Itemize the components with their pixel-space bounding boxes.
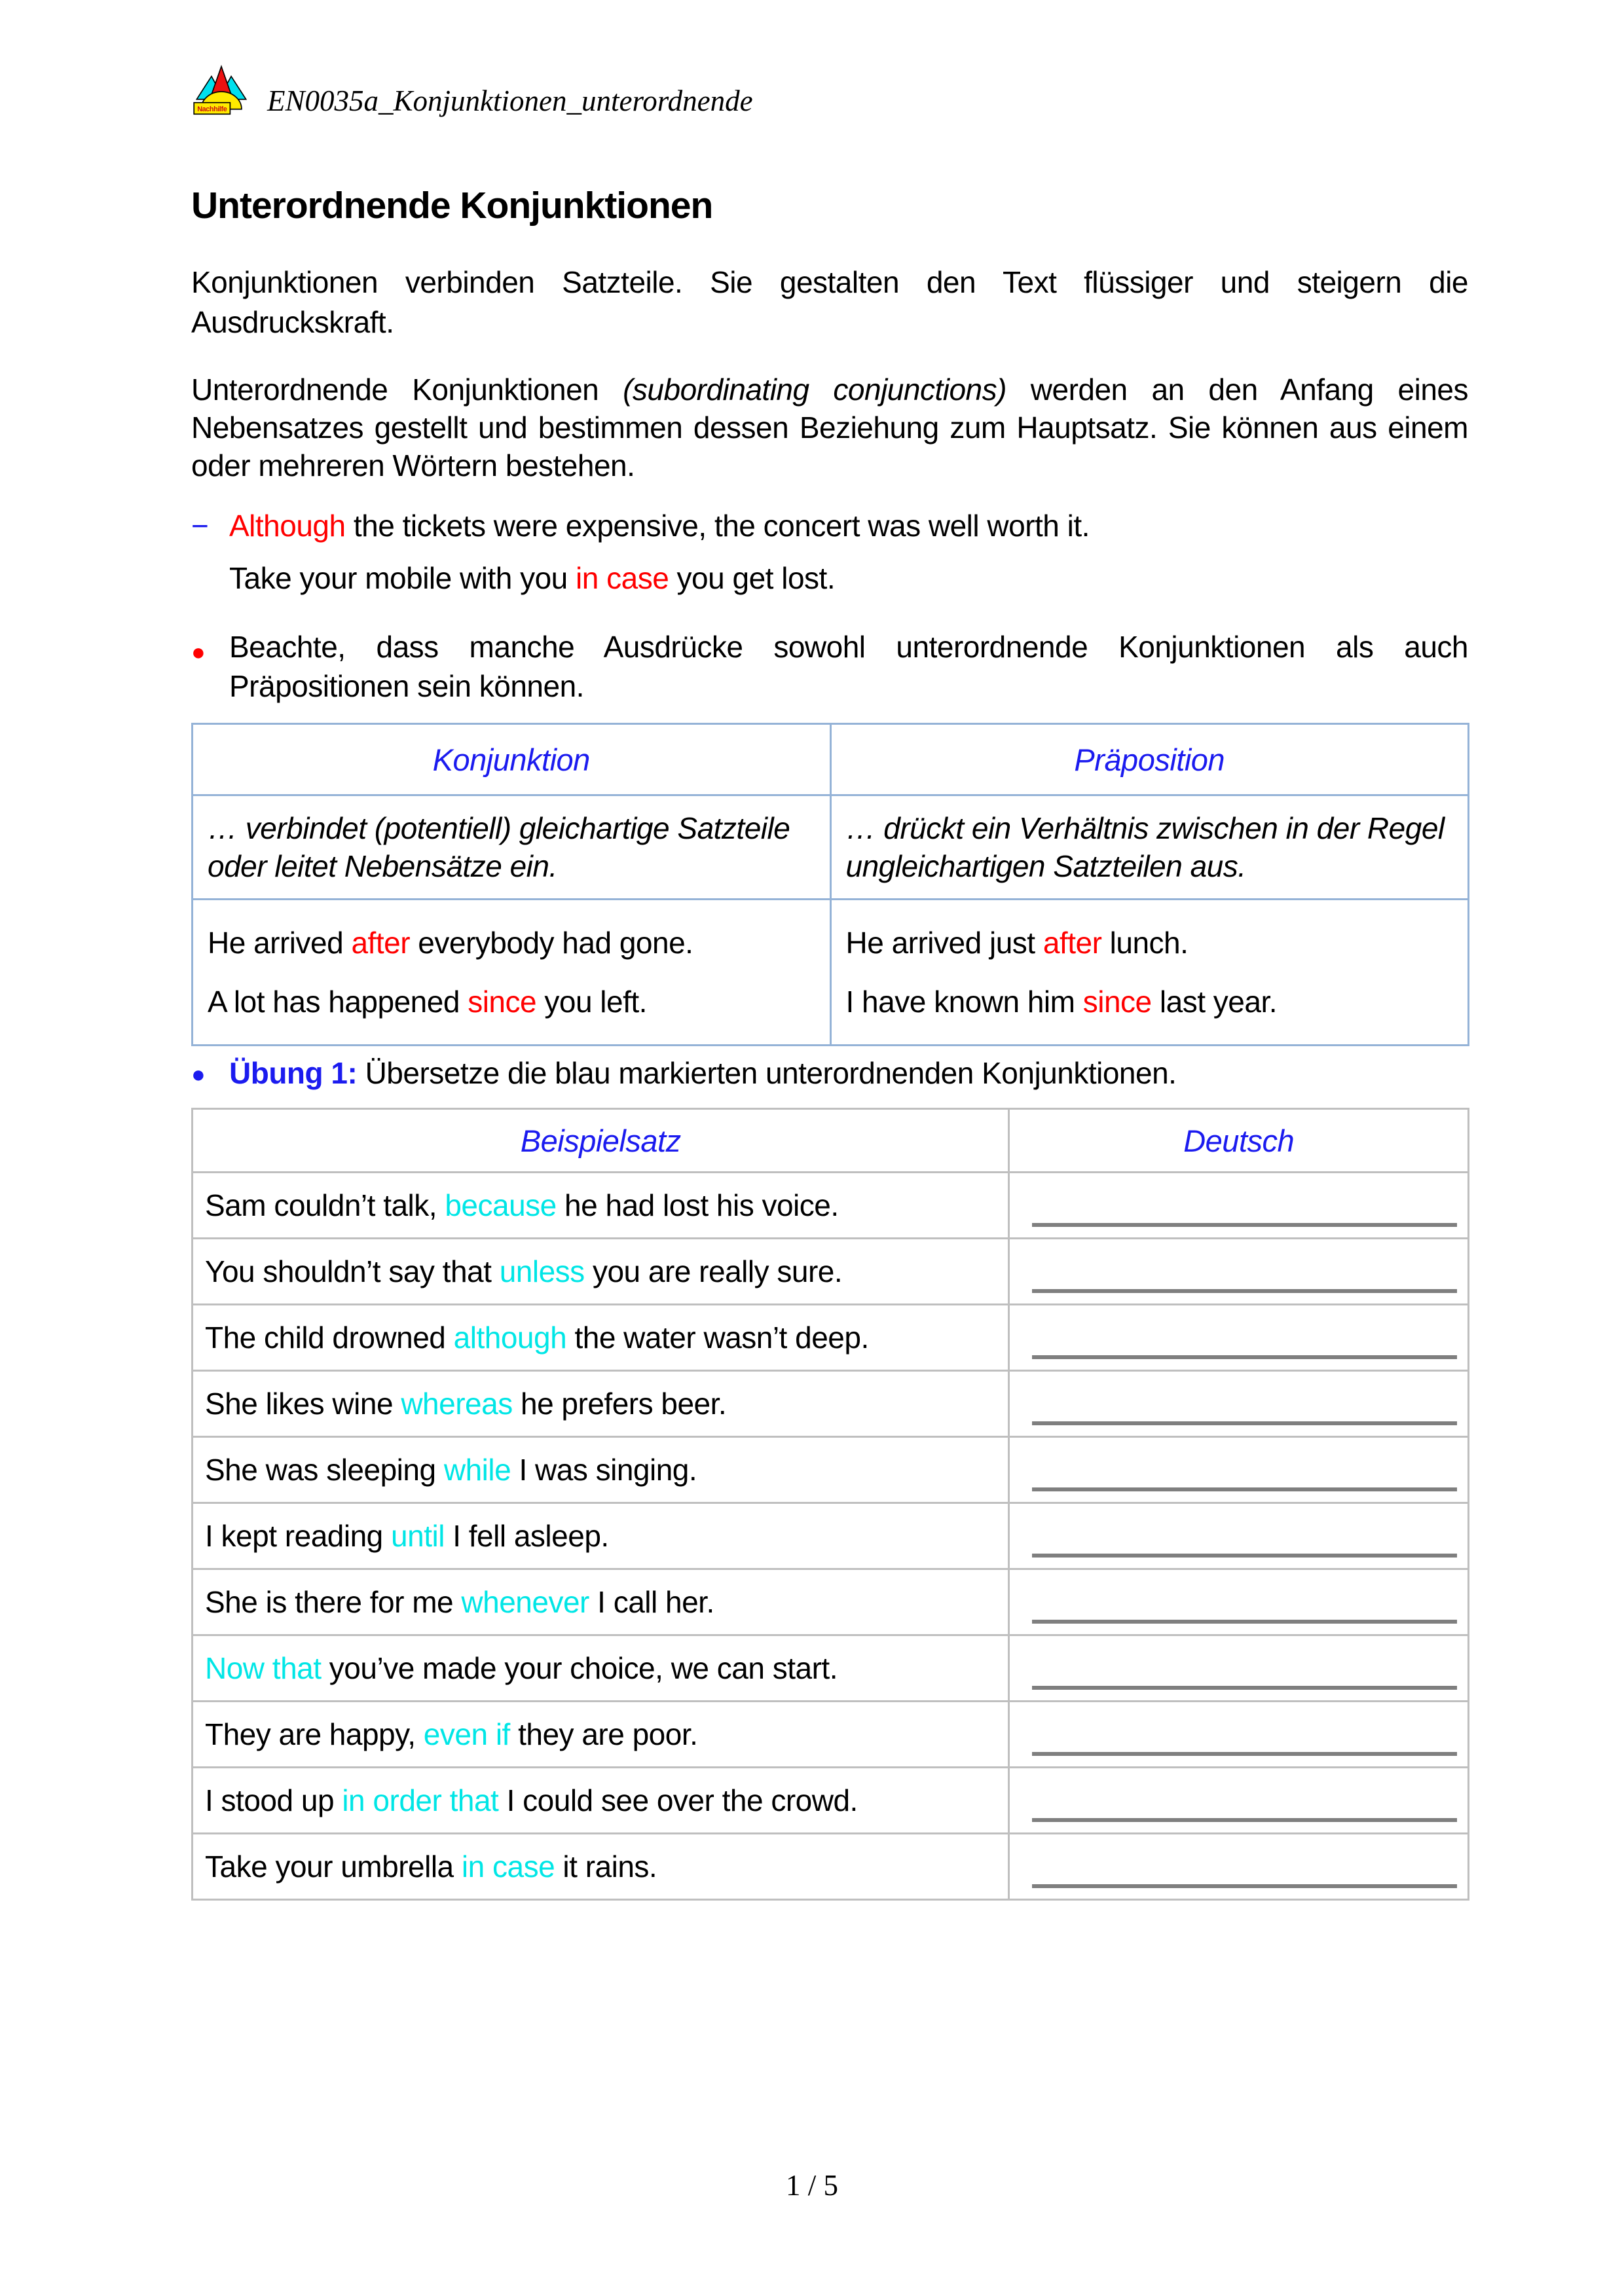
exercise-row (193, 1834, 1469, 1900)
note-text: Beachte, dass manche Ausdrücke sowohl unterordnende Konjunktionen als auch Präpositionen sein können. (229, 630, 1468, 703)
example-item-in-case: Take your mobile with you in case you get lost. (229, 561, 836, 595)
example-sentence: He arrived after everybody had gone. (208, 926, 693, 960)
example-sentence-cell: They are happy, even if they are poor. (193, 1702, 1009, 1768)
example-sentence: Although the tickets were expensive, the concert was well worth it. (229, 509, 1090, 543)
example-sentence-cell: She is there for me whenever I call her. (193, 1569, 1009, 1635)
document-code: EN0035a_Konjunktionen_unterordnende (267, 84, 753, 117)
answer-blank-line (1032, 1884, 1457, 1888)
exercise-instruction: Übersetze die blau markierten unterordnenden Konjunktionen. (357, 1056, 1177, 1090)
example-sentence-cell: The child drowned although the water wasn’t deep. (193, 1305, 1009, 1371)
exercise-row (193, 1503, 1469, 1569)
exercise-heading-text (229, 1055, 1176, 1091)
example-sentence-cell: She was sleeping while I was singing. (193, 1437, 1009, 1503)
answer-cell (1009, 1437, 1469, 1503)
example-sentence-cell: You shouldn’t say that unless you are really sure. (193, 1239, 1009, 1305)
exercise-heading (191, 1055, 1468, 1091)
table1-header-row (193, 724, 1469, 795)
answer-blank-line (1032, 1620, 1457, 1624)
exercise-header-deutsch: Deutsch (1009, 1109, 1469, 1173)
dash-bullet: − (191, 509, 209, 543)
example-item-although (191, 508, 1468, 543)
note-item (191, 627, 1468, 706)
answer-cell (1009, 1371, 1469, 1437)
exercise-row (193, 1569, 1469, 1635)
table1-header-praeposition: Präposition (830, 724, 1469, 795)
exercise-row (193, 1173, 1469, 1239)
exercise-label: Übung 1: (229, 1056, 358, 1090)
table1-description-row (193, 795, 1469, 900)
exercise-row (193, 1635, 1469, 1702)
example-sentence: I have known him since last year. (845, 985, 1278, 1019)
example-sentence-cell: She likes wine whereas he prefers beer. (193, 1371, 1009, 1437)
page-header (191, 64, 753, 119)
example-sentence-cell: Sam couldn’t talk, because he had lost his voice. (193, 1173, 1009, 1239)
answer-blank-line (1032, 1223, 1457, 1227)
exercise-row (193, 1437, 1469, 1503)
exercise-row (193, 1239, 1469, 1305)
exercise-header-row (193, 1109, 1469, 1173)
answer-cell (1009, 1768, 1469, 1834)
example-sentence-cell: I stood up in order that I could see over the crowd. (193, 1768, 1009, 1834)
example-sentence: He arrived just after lunch. (845, 926, 1189, 960)
answer-cell (1009, 1503, 1469, 1569)
intro-paragraph-2: Unterordnende Konjunktionen (subordinating conjunctions) werden an den Anfang eines Nebensatzes gestellt und bestimmen dessen Beziehung zum Hauptsatz. Sie können aus einem oder mehreren Wörtern bestehen. (191, 373, 1469, 483)
answer-blank-line (1032, 1289, 1457, 1293)
example-sentence-cell: Take your umbrella in case it rains. (193, 1834, 1009, 1900)
page-number: 1 / 5 (785, 2169, 838, 2202)
exercise-table (191, 1108, 1469, 1901)
table1-example-row (193, 900, 1469, 1046)
table1-header-konjunktion: Konjunktion (193, 724, 831, 795)
blue-bullet-icon: ● (191, 1061, 206, 1087)
exercise-row (193, 1768, 1469, 1834)
conjunction-preposition-table (191, 723, 1469, 1046)
page-title: Unterordnende Konjunktionen (191, 185, 713, 227)
exercise-row (193, 1371, 1469, 1437)
answer-blank-line (1032, 1554, 1457, 1558)
answer-blank-line (1032, 1421, 1457, 1425)
example-sentence-cell: Now that you’ve made your choice, we can start. (193, 1635, 1009, 1702)
answer-blank-line (1032, 1818, 1457, 1822)
exercise-row (193, 1305, 1469, 1371)
answer-blank-line (1032, 1752, 1457, 1756)
answer-cell (1009, 1834, 1469, 1900)
answer-blank-line (1032, 1487, 1457, 1491)
exercise-row (193, 1702, 1469, 1768)
example-sentence: A lot has happened since you left. (208, 985, 647, 1019)
logo-text: Nachhilfe (197, 105, 227, 114)
praeposition-description: … drückt ein Verhältnis zwischen in der Regel ungleichartigen Satzteilen aus. (830, 795, 1469, 900)
answer-cell (1009, 1635, 1469, 1702)
konjunktion-description: … verbindet (potentiell) gleichartige Satzteile oder leitet Nebensätze ein. (193, 795, 831, 900)
answer-blank-line (1032, 1355, 1457, 1359)
example-sentence-cell: I kept reading until I fell asleep. (193, 1503, 1009, 1569)
answer-blank-line (1032, 1686, 1457, 1690)
exercise-header-beispielsatz: Beispielsatz (193, 1109, 1009, 1173)
answer-cell (1009, 1173, 1469, 1239)
answer-cell (1009, 1239, 1469, 1305)
konjunktion-examples (193, 900, 831, 1046)
nachhilfe-mountain-logo (191, 64, 251, 119)
red-bullet-icon: ● (191, 638, 206, 665)
answer-cell (1009, 1702, 1469, 1768)
answer-cell (1009, 1305, 1469, 1371)
intro-paragraph-1: Konjunktionen verbinden Satzteile. Sie gestalten den Text flüssiger und steigern die Ausdruckskraft. (191, 265, 1468, 339)
praeposition-examples (830, 900, 1469, 1046)
answer-cell (1009, 1569, 1469, 1635)
